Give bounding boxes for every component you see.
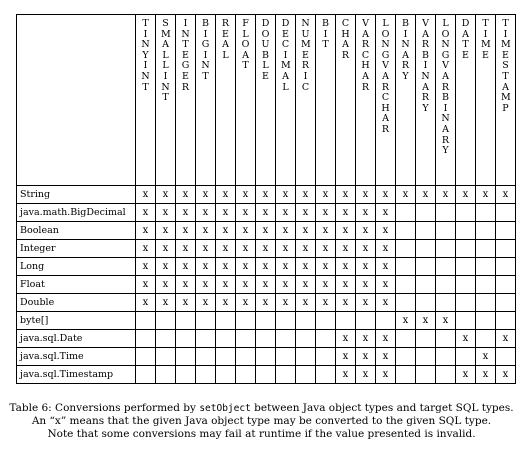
conversion-cell (396, 222, 416, 240)
conversion-cell: x (256, 258, 276, 276)
table-row (17, 348, 516, 366)
conversion-cell: x (276, 222, 296, 240)
conversion-cell: x (276, 240, 296, 258)
column-header-binary (396, 15, 416, 186)
conversion-cell: x (336, 204, 356, 222)
conversion-cell (436, 222, 456, 240)
conversion-cell (276, 348, 296, 366)
table-row (17, 240, 516, 258)
conversion-cell: x (216, 276, 236, 294)
row-label: String (17, 186, 136, 204)
conversion-cell (316, 330, 336, 348)
conversion-cell: x (236, 294, 256, 312)
conversion-cell: x (176, 240, 196, 258)
conversion-cell: x (356, 330, 376, 348)
conversion-cell (216, 348, 236, 366)
column-header-time (476, 15, 496, 186)
conversion-cell: x (416, 186, 436, 204)
conversion-cell: x (236, 204, 256, 222)
conversion-cell (496, 312, 516, 330)
column-header-numeric (296, 15, 316, 186)
conversion-cell (316, 312, 336, 330)
table-caption (0, 402, 523, 441)
conversion-cell: x (376, 366, 396, 384)
conversion-cell (196, 312, 216, 330)
conversion-cell (276, 330, 296, 348)
column-header-bigint (196, 15, 216, 186)
conversion-cell: x (456, 366, 476, 384)
conversion-cell (256, 366, 276, 384)
conversion-cell (496, 294, 516, 312)
conversion-cell: x (456, 186, 476, 204)
caption-code-setobject: setObject (199, 403, 251, 414)
conversion-cell (216, 312, 236, 330)
conversion-cell (496, 222, 516, 240)
conversion-cell: x (336, 276, 356, 294)
caption-line-1 (0, 402, 523, 415)
conversion-cell: x (356, 276, 376, 294)
conversion-cell: x (496, 366, 516, 384)
conversion-cell: x (276, 294, 296, 312)
conversion-cell: x (236, 276, 256, 294)
column-header-label: TIMESTAMP (501, 18, 511, 114)
conversion-cell: x (396, 312, 416, 330)
column-header-bit (316, 15, 336, 186)
table-row (17, 258, 516, 276)
column-header-longvarchar (376, 15, 396, 186)
caption-line-1-suffix: between Java object types and target SQL types. (250, 402, 514, 414)
conversion-cell: x (256, 222, 276, 240)
conversion-cell: x (196, 276, 216, 294)
conversion-cell: x (196, 258, 216, 276)
conversion-cell: x (356, 186, 376, 204)
row-label: java.math.BigDecimal (17, 204, 136, 222)
conversion-cell: x (456, 330, 476, 348)
conversion-cell (436, 276, 456, 294)
column-header-float (236, 15, 256, 186)
conversion-cell: x (336, 348, 356, 366)
column-header-real (216, 15, 236, 186)
conversion-cell (456, 312, 476, 330)
conversion-cell: x (376, 186, 396, 204)
column-header-label: DOUBLE (261, 18, 270, 82)
conversion-cell: x (296, 240, 316, 258)
conversion-cell (316, 366, 336, 384)
conversion-cell: x (176, 186, 196, 204)
conversion-cell (456, 204, 476, 222)
conversion-cell (416, 222, 436, 240)
table-row (17, 186, 516, 204)
column-header-label: BIT (322, 18, 329, 51)
conversion-cell (216, 330, 236, 348)
conversion-cell (456, 222, 476, 240)
conversion-cell: x (136, 204, 156, 222)
conversion-cell (416, 366, 436, 384)
conversion-cell (296, 312, 316, 330)
conversion-cell (476, 222, 496, 240)
conversion-cell (436, 348, 456, 366)
conversion-cell (436, 258, 456, 276)
column-header-smallint (156, 15, 176, 186)
conversion-cell: x (276, 276, 296, 294)
conversion-cell: x (216, 222, 236, 240)
conversion-cell (396, 258, 416, 276)
conversion-cell: x (356, 258, 376, 276)
conversion-cell: x (156, 240, 176, 258)
column-header-label: DATE (461, 18, 470, 61)
conversion-cell: x (476, 186, 496, 204)
column-header-label: VARBINARY (421, 18, 430, 114)
conversion-cell (416, 276, 436, 294)
conversion-cell (236, 330, 256, 348)
conversion-cell: x (336, 186, 356, 204)
conversion-cell (456, 276, 476, 294)
conversion-cell: x (256, 276, 276, 294)
conversion-cell (376, 312, 396, 330)
conversion-cell: x (196, 222, 216, 240)
conversion-cell: x (176, 204, 196, 222)
table-row (17, 276, 516, 294)
conversion-cell (316, 348, 336, 366)
conversion-cell: x (376, 258, 396, 276)
column-header-integer (176, 15, 196, 186)
conversion-cell (396, 330, 416, 348)
conversion-cell (436, 204, 456, 222)
column-header-label: DECIMAL (281, 18, 291, 93)
conversion-cell (236, 348, 256, 366)
column-header-label: TINYINT (141, 18, 150, 93)
conversion-cell: x (256, 204, 276, 222)
conversion-cell: x (196, 294, 216, 312)
conversion-cell: x (156, 276, 176, 294)
conversion-cell: x (136, 258, 156, 276)
conversion-cell (196, 366, 216, 384)
conversion-cell (396, 204, 416, 222)
conversion-cell: x (336, 294, 356, 312)
conversion-cell: x (156, 204, 176, 222)
conversion-cell: x (156, 258, 176, 276)
conversion-cell (136, 366, 156, 384)
column-header-date (456, 15, 476, 186)
conversion-cell: x (296, 276, 316, 294)
conversion-cell (476, 204, 496, 222)
conversion-cell (236, 366, 256, 384)
conversion-cell: x (296, 258, 316, 276)
conversion-cell: x (176, 258, 196, 276)
conversion-cell (416, 348, 436, 366)
conversion-cell (196, 330, 216, 348)
column-header-label: VARCHAR (361, 18, 370, 93)
conversion-cell: x (436, 312, 456, 330)
conversion-cell: x (236, 240, 256, 258)
conversion-cell (176, 312, 196, 330)
column-header-label: REAL (221, 18, 230, 61)
conversion-cell: x (276, 258, 296, 276)
row-label: Double (17, 294, 136, 312)
conversion-cell: x (376, 330, 396, 348)
conversion-cell: x (216, 258, 236, 276)
column-header-decimal (276, 15, 296, 186)
conversion-cell: x (296, 222, 316, 240)
conversion-cell (176, 330, 196, 348)
conversion-cell: x (376, 348, 396, 366)
column-header-label: LONGVARCHAR (381, 18, 390, 135)
conversion-cell (456, 240, 476, 258)
row-label: java.sql.Timestamp (17, 366, 136, 384)
row-label: Long (17, 258, 136, 276)
conversion-cell (416, 258, 436, 276)
column-header-varbinary (416, 15, 436, 186)
conversion-cell: x (256, 294, 276, 312)
conversion-cell (256, 330, 276, 348)
conversion-cell (156, 348, 176, 366)
conversion-cell (356, 312, 376, 330)
table-row (17, 204, 516, 222)
conversion-cell: x (156, 294, 176, 312)
conversion-cell: x (236, 186, 256, 204)
conversion-cell (176, 348, 196, 366)
conversion-cell (176, 366, 196, 384)
conversion-cell: x (356, 366, 376, 384)
conversion-cell: x (236, 222, 256, 240)
conversion-cell (156, 312, 176, 330)
conversion-cell: x (136, 222, 156, 240)
conversion-cell (436, 330, 456, 348)
conversion-cell (136, 312, 156, 330)
conversion-cell (476, 276, 496, 294)
conversion-cell: x (336, 366, 356, 384)
conversion-cell: x (496, 330, 516, 348)
conversion-cell (476, 240, 496, 258)
conversion-cell (296, 330, 316, 348)
conversion-cell: x (256, 186, 276, 204)
conversion-cell (256, 312, 276, 330)
conversion-cell (276, 366, 296, 384)
row-label: Integer (17, 240, 136, 258)
column-header-label: SMALLINT (161, 18, 171, 104)
row-label: java.sql.Date (17, 330, 136, 348)
caption-line-3: Note that some conversions may fail at runtime if the value presented is invalid. (47, 428, 476, 440)
column-header-varchar (356, 15, 376, 186)
table-row (17, 366, 516, 384)
conversion-cell: x (476, 366, 496, 384)
row-label: Float (17, 276, 136, 294)
conversion-cell (156, 366, 176, 384)
conversion-cell: x (376, 240, 396, 258)
conversion-cell: x (216, 294, 236, 312)
conversion-cell: x (296, 294, 316, 312)
table-row (17, 222, 516, 240)
conversion-cell (276, 312, 296, 330)
conversion-cell (496, 204, 516, 222)
conversion-cell (456, 348, 476, 366)
column-header-char (336, 15, 356, 186)
caption-line-1-prefix: Table 6: Conversions performed by (9, 402, 200, 414)
conversion-cell: x (316, 276, 336, 294)
table-row (17, 330, 516, 348)
conversion-cell (396, 240, 416, 258)
conversion-cell: x (496, 186, 516, 204)
column-header-label: INTEGER (181, 18, 190, 93)
column-header-row (17, 15, 516, 186)
conversion-cell (476, 330, 496, 348)
conversion-cell: x (216, 186, 236, 204)
column-header-tinyint (136, 15, 156, 186)
conversion-cell (496, 276, 516, 294)
conversion-cell: x (176, 294, 196, 312)
conversion-cell: x (216, 240, 236, 258)
conversion-cell: x (236, 258, 256, 276)
conversion-cell: x (316, 258, 336, 276)
conversion-cell (416, 330, 436, 348)
column-header-longvarbinary (436, 15, 456, 186)
corner-cell (17, 15, 136, 186)
column-header-timestamp (496, 15, 516, 186)
conversion-cell (456, 294, 476, 312)
conversion-cell (416, 294, 436, 312)
conversion-cell (396, 348, 416, 366)
conversion-cell: x (336, 330, 356, 348)
conversion-cell: x (336, 222, 356, 240)
row-label: Boolean (17, 222, 136, 240)
conversion-cell (156, 330, 176, 348)
conversion-cell (416, 240, 436, 258)
conversion-cell: x (356, 222, 376, 240)
conversion-cell (456, 258, 476, 276)
conversion-cell (436, 366, 456, 384)
conversion-cell (436, 294, 456, 312)
conversion-cell: x (436, 186, 456, 204)
conversion-cell: x (356, 294, 376, 312)
conversion-cell (216, 366, 236, 384)
conversion-cell: x (476, 348, 496, 366)
conversion-cell (476, 294, 496, 312)
conversion-cell (396, 294, 416, 312)
conversion-cell: x (216, 204, 236, 222)
conversion-cell (136, 330, 156, 348)
row-label: byte[] (17, 312, 136, 330)
conversion-cell: x (336, 240, 356, 258)
column-header-label: LONGVARBINARY (441, 18, 450, 157)
conversion-cell: x (156, 222, 176, 240)
conversion-cell: x (416, 312, 436, 330)
conversion-cell: x (136, 240, 156, 258)
conversion-cell: x (316, 204, 336, 222)
row-label: java.sql.Time (17, 348, 136, 366)
column-header-label: BINARY (401, 18, 410, 82)
conversion-cell (496, 258, 516, 276)
conversion-cell: x (376, 276, 396, 294)
table-row (17, 294, 516, 312)
conversion-cell (476, 258, 496, 276)
conversion-cell: x (356, 204, 376, 222)
table-body (17, 186, 516, 384)
conversion-cell: x (396, 186, 416, 204)
conversion-cell (476, 312, 496, 330)
conversion-cell: x (136, 276, 156, 294)
conversion-cell (396, 366, 416, 384)
conversion-cell (256, 348, 276, 366)
conversion-cell: x (356, 240, 376, 258)
column-header-label: BIGINT (201, 18, 210, 82)
column-header-label: TIME (481, 18, 491, 61)
conversion-cell: x (196, 240, 216, 258)
conversion-cell (296, 348, 316, 366)
conversion-cell: x (296, 204, 316, 222)
conversion-table (16, 14, 516, 384)
column-header-label: CHAR (341, 18, 350, 61)
conversion-cell: x (176, 222, 196, 240)
conversion-cell: x (356, 348, 376, 366)
conversion-cell: x (376, 294, 396, 312)
conversion-cell (396, 276, 416, 294)
conversion-cell: x (376, 222, 396, 240)
conversion-cell: x (196, 204, 216, 222)
conversion-cell: x (136, 294, 156, 312)
conversion-cell: x (376, 204, 396, 222)
column-header-label: NUMERIC (301, 18, 311, 93)
conversion-cell: x (316, 222, 336, 240)
table-row (17, 312, 516, 330)
conversion-cell: x (296, 186, 316, 204)
conversion-cell: x (136, 186, 156, 204)
column-header-label: FLOAT (241, 18, 250, 72)
conversion-cell: x (276, 186, 296, 204)
conversion-cell: x (256, 240, 276, 258)
conversion-cell (496, 348, 516, 366)
conversion-cell: x (156, 186, 176, 204)
conversion-cell (436, 240, 456, 258)
conversion-cell (416, 204, 436, 222)
caption-line-2: An “x” means that the given Java object type may be converted to the given SQL type. (31, 415, 492, 427)
conversion-cell (496, 240, 516, 258)
column-header-double (256, 15, 276, 186)
conversion-cell (196, 348, 216, 366)
conversion-cell (236, 312, 256, 330)
conversion-cell (296, 366, 316, 384)
conversion-cell: x (316, 240, 336, 258)
conversion-cell: x (316, 186, 336, 204)
conversion-cell: x (176, 276, 196, 294)
conversion-cell: x (336, 258, 356, 276)
conversion-cell (136, 348, 156, 366)
conversion-cell: x (316, 294, 336, 312)
conversion-cell: x (196, 186, 216, 204)
conversion-cell (336, 312, 356, 330)
conversion-cell: x (276, 204, 296, 222)
